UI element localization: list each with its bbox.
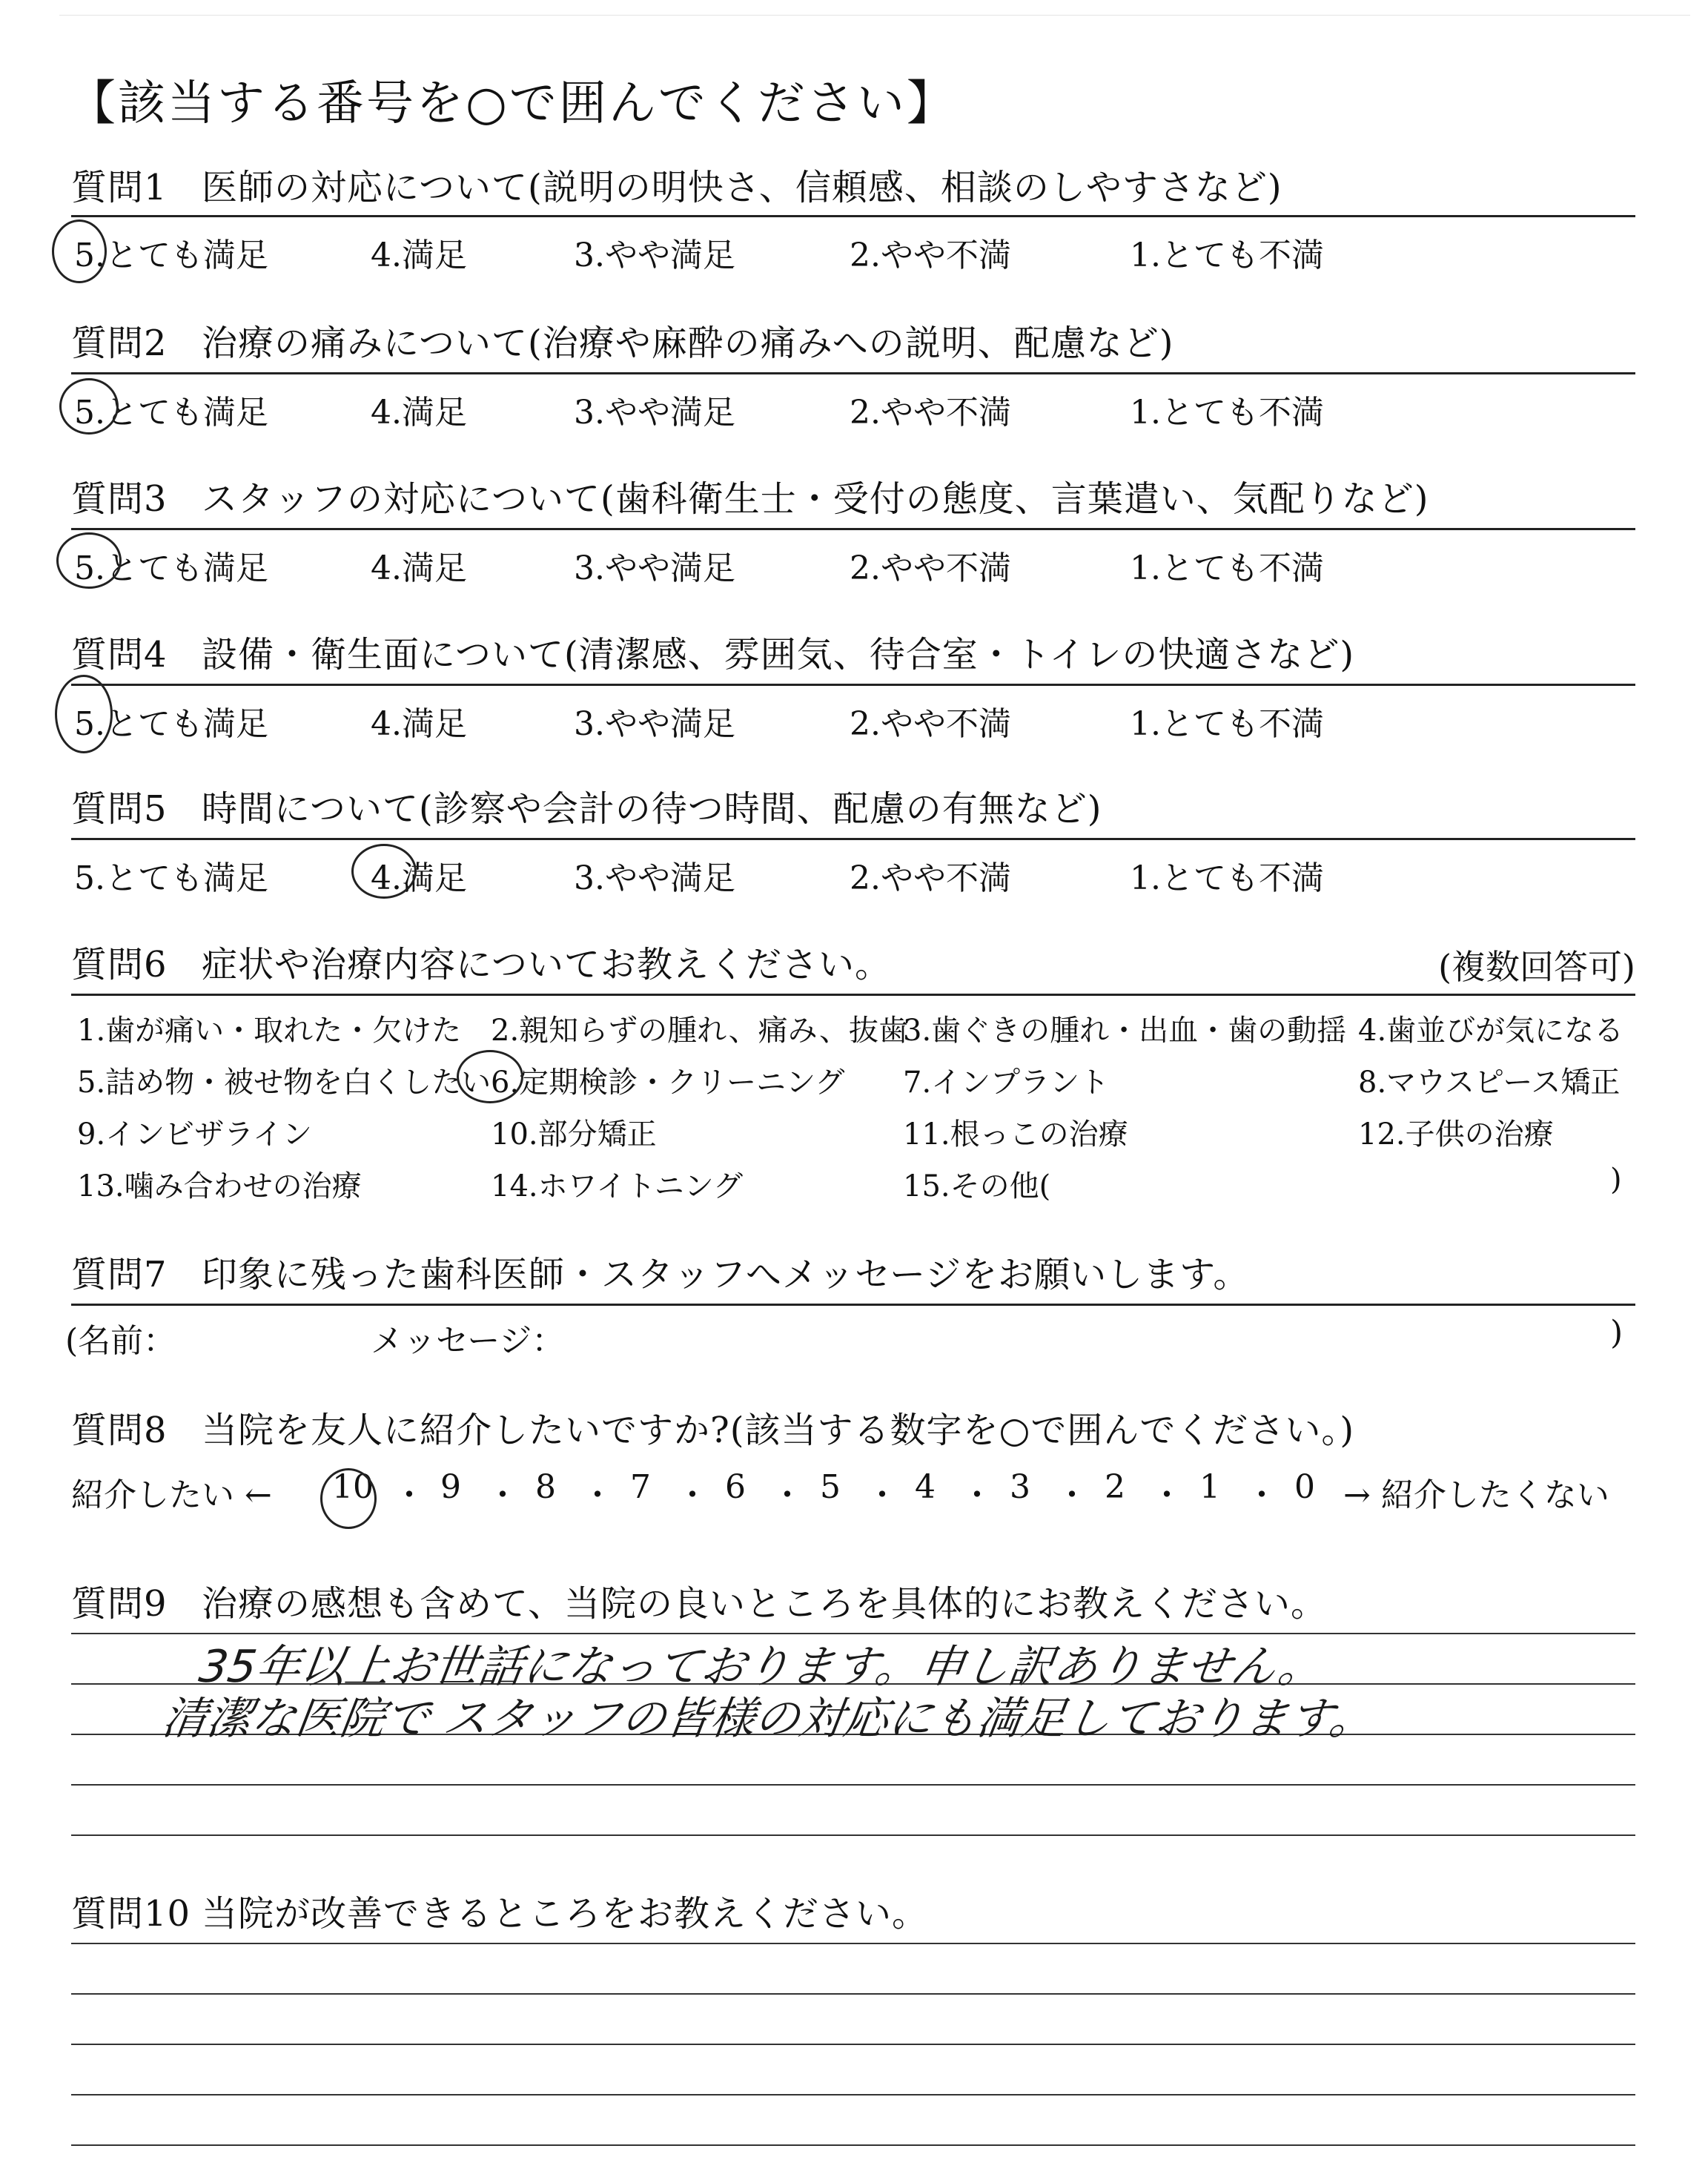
- question-3: [71, 475, 1635, 587]
- question-rule: [71, 838, 1635, 840]
- question-rule: [71, 684, 1635, 686]
- scale-6[interactable]: 6: [725, 1468, 746, 1506]
- option-3[interactable]: 3.やや満足: [574, 394, 735, 432]
- option-4[interactable]: 4.満足: [371, 237, 467, 274]
- question-text: 設備・衛生面について(清潔感、雰囲気、待合室・トイレの快適さなど): [202, 634, 1355, 676]
- symptom-option-3[interactable]: 3.歯ぐきの腫れ・出血・歯の動揺: [903, 1014, 1347, 1048]
- option-5[interactable]: 5.とても満足: [74, 237, 268, 274]
- answer-line: [71, 1943, 1635, 1944]
- question-2: [71, 319, 1635, 432]
- question-number: 質問1: [71, 167, 168, 208]
- option-1[interactable]: 1.とても不満: [1130, 394, 1324, 432]
- question-5-title: [71, 785, 1635, 833]
- scale-sep: ・: [676, 1476, 709, 1514]
- option-1[interactable]: 1.とても不満: [1130, 237, 1324, 274]
- option-4[interactable]: 4.満足: [371, 549, 467, 587]
- question-rule: [71, 215, 1635, 217]
- name-label: (名前：: [65, 1322, 176, 1360]
- symptom-option-6[interactable]: 6.定期検診・クリーニング: [491, 1066, 845, 1100]
- multiple-answer-note: (複数回答可): [1438, 947, 1635, 987]
- symptom-option-7[interactable]: 7.インプラント: [903, 1066, 1110, 1100]
- question-number: 質問2: [71, 323, 168, 364]
- question-rule: [71, 528, 1635, 530]
- symptom-option-13[interactable]: 13.噛み合わせの治療: [77, 1169, 362, 1203]
- option-5[interactable]: 5.とても満足: [74, 394, 268, 432]
- symptom-option-9[interactable]: 9.インビザライン: [77, 1117, 312, 1152]
- scale-sep: ・: [486, 1476, 519, 1514]
- symptom-option-15[interactable]: 15.その他(: [903, 1169, 1051, 1203]
- scale-sep: ・: [1245, 1476, 1278, 1514]
- scale-sep: ・: [771, 1476, 804, 1514]
- option-3[interactable]: 3.やや満足: [574, 237, 735, 274]
- option-5[interactable]: 5.とても満足: [74, 549, 268, 587]
- question-text: 印象に残った歯科医師・スタッフへメッセージをお願いします。: [202, 1254, 1250, 1295]
- option-2[interactable]: 2.やや不満: [850, 237, 1011, 274]
- question-number: 質問5: [71, 788, 168, 830]
- option-4[interactable]: 4.満足: [371, 394, 467, 432]
- question-10: [71, 1889, 1635, 1938]
- question-5: [71, 785, 1635, 897]
- question-6: [71, 940, 1635, 1203]
- symptom-option-2[interactable]: 2.親知らずの腫れ、痛み、抜歯: [491, 1014, 908, 1048]
- question-text: 症状や治療内容についてお教えください。: [202, 944, 892, 985]
- question-rule: [71, 1304, 1635, 1306]
- symptom-option-11[interactable]: 11.根っこの治療: [903, 1117, 1128, 1152]
- option-5[interactable]: 5.とても満足: [74, 859, 268, 897]
- handwritten-answer-line-1: 35年以上お世話になっております。申し訳ありません。: [196, 1641, 1327, 1693]
- scale-2[interactable]: 2: [1105, 1468, 1125, 1506]
- option-1[interactable]: 1.とても不満: [1130, 549, 1324, 587]
- selection-circle: [52, 219, 107, 283]
- option-1[interactable]: 1.とても不満: [1130, 859, 1324, 897]
- question-number: 質問7: [71, 1254, 168, 1295]
- symptom-option-12[interactable]: 12.子供の治療: [1358, 1117, 1554, 1152]
- scale-sep: ・: [1151, 1476, 1183, 1514]
- question-2-title: [71, 319, 1635, 368]
- option-2[interactable]: 2.やや不満: [850, 394, 1011, 432]
- question-1-title: [71, 163, 1635, 212]
- top-rule: [59, 15, 1690, 16]
- option-4[interactable]: 4.満足: [371, 705, 467, 743]
- question-rule: [71, 994, 1635, 996]
- scale-sep: ・: [393, 1476, 426, 1514]
- selection-circle: [55, 675, 113, 753]
- message-close-paren: ): [1610, 1314, 1623, 1352]
- selection-circle: [457, 1050, 523, 1103]
- symptom-option-8[interactable]: 8.マウスピース矯正: [1358, 1066, 1621, 1100]
- question-4: [71, 630, 1635, 743]
- symptom-option-14[interactable]: 14.ホワイトニング: [491, 1169, 744, 1203]
- selection-circle: [56, 532, 122, 589]
- option-3[interactable]: 3.やや満足: [574, 549, 735, 587]
- question-7-title: [71, 1250, 1635, 1299]
- option-5[interactable]: 5.とても満足: [74, 705, 268, 743]
- question-10-title: [71, 1889, 1635, 1938]
- other-close-paren: ): [1610, 1163, 1622, 1197]
- question-7: [65, 1250, 1635, 1360]
- answer-line: [71, 2144, 1635, 2146]
- recommend-right-label: → 紹介したくない: [1343, 1476, 1609, 1514]
- symptom-option-10[interactable]: 10.部分矯正: [491, 1117, 657, 1152]
- question-text: 時間について(診察や会計の待つ時間、配慮の有無など): [202, 788, 1102, 830]
- question-number: 質問6: [71, 944, 168, 985]
- question-9-title: [71, 1579, 1635, 1628]
- selection-circle: [59, 378, 119, 435]
- question-number: 質問9: [71, 1583, 168, 1625]
- option-3[interactable]: 3.やや満足: [574, 859, 735, 897]
- scale-10[interactable]: 10: [332, 1468, 374, 1506]
- message-label: メッセージ：: [371, 1322, 565, 1360]
- question-number: 質問3: [71, 478, 168, 520]
- scale-sep: ・: [961, 1476, 993, 1514]
- symptom-option-5[interactable]: 5.詰め物・被せ物を白くしたい: [77, 1066, 491, 1100]
- question-number: 質問8: [71, 1410, 168, 1451]
- recommend-left-label: 紹介したい ←: [71, 1476, 272, 1514]
- question-number: 質問10: [71, 1893, 191, 1935]
- symptom-option-4[interactable]: 4.歯並びが気になる: [1358, 1014, 1624, 1048]
- option-1[interactable]: 1.とても不満: [1130, 705, 1324, 743]
- form-header: 【該当する番号を○で囲んでください】: [68, 76, 956, 131]
- scale-5[interactable]: 5: [820, 1468, 841, 1506]
- answer-line: [71, 2094, 1635, 2095]
- question-text: 医師の対応について(説明の明快さ、信頼感、相談のしやすさなど): [202, 167, 1282, 208]
- question-6-title: [71, 940, 1635, 989]
- question-1: [71, 163, 1635, 274]
- answer-line: [71, 2044, 1635, 2045]
- scale-1[interactable]: 1: [1199, 1468, 1220, 1506]
- question-text: スタッフの対応について(歯科衛生士・受付の態度、言葉遣い、気配りなど): [202, 478, 1429, 520]
- scale-8[interactable]: 8: [535, 1468, 556, 1506]
- answer-line: [71, 1834, 1635, 1836]
- scale-3[interactable]: 3: [1010, 1468, 1030, 1506]
- question-4-title: [71, 630, 1635, 679]
- option-3[interactable]: 3.やや満足: [574, 705, 735, 743]
- scale-9[interactable]: 9: [440, 1468, 461, 1506]
- selection-circle: [351, 844, 417, 899]
- answer-line: [71, 1784, 1635, 1786]
- question-text: 当院を友人に紹介したいですか?(該当する数字を○で囲んでください。): [202, 1410, 1355, 1451]
- question-text: 治療の痛みについて(治療や麻酔の痛みへの説明、配慮など): [202, 323, 1174, 364]
- scale-sep: ・: [866, 1476, 898, 1514]
- handwritten-answer-line-2: 清潔な医院で スタッフの皆様の対応にも満足しております。: [159, 1693, 1378, 1745]
- option-4[interactable]: 4.満足: [371, 859, 467, 897]
- scale-4[interactable]: 4: [915, 1468, 936, 1506]
- question-text: 治療の感想も含めて、当院の良いところを具体的にお教えください。: [202, 1583, 1328, 1625]
- option-2[interactable]: 2.やや不満: [850, 859, 1011, 897]
- scale-sep: ・: [1056, 1476, 1088, 1514]
- scale-sep: ・: [581, 1476, 614, 1514]
- option-2[interactable]: 2.やや不満: [850, 549, 1011, 587]
- question-text: 当院が改善できるところをお教えください。: [202, 1893, 929, 1935]
- question-8-title: [71, 1406, 1635, 1455]
- option-2[interactable]: 2.やや不満: [850, 705, 1011, 743]
- symptom-option-1[interactable]: 1.歯が痛い・取れた・欠けた: [77, 1014, 462, 1048]
- question-rule: [71, 372, 1635, 374]
- question-3-title: [71, 475, 1635, 524]
- question-number: 質問4: [71, 634, 168, 676]
- selection-circle: [320, 1468, 377, 1529]
- question-9: [71, 1579, 1635, 1628]
- scale-0[interactable]: 0: [1294, 1468, 1315, 1506]
- question-8: [71, 1406, 1635, 1514]
- answer-line: [71, 1993, 1635, 1995]
- scale-7[interactable]: 7: [630, 1468, 651, 1506]
